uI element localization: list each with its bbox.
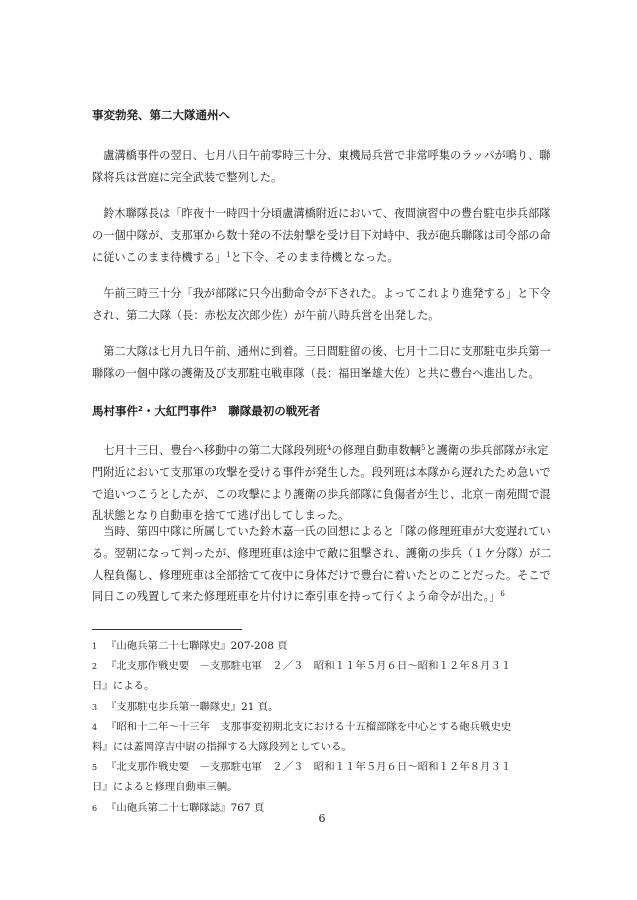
footnote-2 [92, 656, 552, 696]
footnote-line: 2 『北支那作戦史要 －支那駐屯軍 ２／３ 昭和１１年５月６日～昭和１２年８月３１ [92, 656, 552, 676]
footnotes [92, 636, 552, 818]
paragraph-line: 当時、第四中隊に所属していた鈴木嘉一氏の回想によると「隊の修理班車が大変遅れてい [103, 525, 551, 538]
paragraph-line: 午前三時三十分「我が部隊に只今出動命令が下された。よってこれより進発する」と下令 [103, 287, 551, 300]
footnote-line: 日』による。 [92, 680, 155, 693]
footnote-3 [92, 697, 552, 717]
footnote-line: 料』には蓋岡淳吉中尉の指揮する大隊段列としている。 [92, 740, 352, 753]
paragraph-line: 聯隊の一個中隊の護衛及び支那駐屯戦車隊（長：福田峯雄大佐）と共に豊台へ進出した。 [92, 366, 540, 380]
footnote-number: 5 [92, 763, 98, 773]
footnote-5 [92, 757, 552, 797]
paragraph-line: に従いこのまま待機する」$^1$と下令、そのまま待機となった。 [92, 250, 399, 264]
paragraph-line: る。翌朝になって判ったが、修理班車は途中で敵に狙撃され、護衛の歩兵（１ケ分隊）が二 [92, 546, 552, 560]
footnote-line: 4 『昭和十二年～十三年 支那事変初期北支における十五榴部隊を中心とする砲兵戦史史 [92, 717, 552, 737]
paragraph-line: され、第二大隊（長：赤松友次郎少佐）が午前八時兵営を出発した。 [92, 308, 440, 322]
footnote-ref-4[interactable]: 4 [326, 444, 332, 452]
footnote-ref-2[interactable]: 2 [138, 405, 143, 413]
footnote-ref-3[interactable]: 3 [211, 405, 217, 413]
footnote-1 [92, 636, 552, 656]
footnote-number: 4 [92, 722, 98, 732]
footnote-line: 3 『支那駐屯歩兵第一聯隊史』21 頁。 [92, 697, 552, 717]
footnote-number: 1 [92, 642, 98, 651]
footnote-line: 6 『山砲兵第二十七聯隊誌』767 頁 [92, 798, 552, 818]
paragraph-line: で追いつこうとしたが、この攻撃により護衛の歩兵部隊に負傷者が生じ、北京－南苑間で混 [92, 487, 551, 501]
paragraph-2 [92, 203, 552, 268]
paragraph-1 [92, 145, 552, 189]
paragraph-5 [92, 440, 552, 527]
footnote-line: 1 『山砲兵第二十七聯隊史』207-208 頁 [92, 636, 552, 656]
page-number: 6 [318, 812, 326, 825]
document-page [92, 0, 552, 900]
paragraph-line: 隊将兵は営庭に完全武装で整列した。 [92, 170, 283, 184]
paragraph-line: 乱状態となり自動車を捨てて逃げ出してしまった。 [92, 509, 350, 523]
footnote-number: 6 [92, 803, 98, 813]
footnote-number: 3 [92, 702, 98, 712]
paragraph-4 [92, 341, 552, 385]
paragraph-3 [92, 283, 552, 327]
footnote-ref-6[interactable]: 6 [500, 590, 505, 599]
paragraph-line: 鈴木聯隊長は「昨夜十一時四十分頃盧溝橋附近において、夜間演習中の豊台駐屯歩兵部隊 [103, 207, 551, 220]
paragraph-line: 門附近において支那軍の攻撃を受ける事件が発生した。段列班は本隊から遅れたため急いで [92, 465, 551, 479]
footnote-line: 日』によると修理自動車三輌。 [92, 781, 238, 794]
section-heading-1: 事変勃発、第二大隊通州へ [92, 108, 230, 122]
footnote-separator [92, 629, 242, 630]
footnote-4 [92, 717, 552, 757]
footnote-ref-5[interactable]: 5 [420, 444, 426, 452]
paragraph-line: 同日この残置して来た修理班車を片付けに牽引車を持って行くよう命令が出た。」$^6$ [92, 590, 505, 604]
footnote-number: 2 [92, 662, 98, 672]
paragraph-line: 盧溝橋事件の翌日、七月八日午前零時三十分、東機局兵営で非常呼集のラッパが鳴り、聯 [103, 149, 551, 162]
paragraph-line: の一個中隊が、支那軍から数十発の不法射撃を受け目下対峙中、我が砲兵聯隊は司令部の命 [92, 228, 551, 242]
paragraph-6 [92, 521, 552, 608]
paragraph-line: 第二大隊は七月九日午前、通州に到着。三日間駐留の後、七月十二日に支那駐屯歩兵第一 [103, 345, 551, 358]
footnote-line: 5 『北支那作戦史要 －支那駐屯軍 ２／３ 昭和１１年５月６日～昭和１２年８月３１ [92, 757, 552, 777]
paragraph-line: 七月十三日、豊台へ移動中の第二大隊段列班$^4$の修理自動車数輌$^5$と護衛の歩兵部隊が永定 [103, 444, 549, 457]
paragraph-line: 人程負傷し、修理班車は全部捨てて夜中に身体だけで豊台に着いたとのことだった。そこで [92, 568, 551, 582]
footnote-ref-1[interactable]: 1 [226, 250, 231, 259]
section-heading-2: 馬村事件$^2$・大紅門事件$^3$ 聯隊最初の戦死者 [92, 404, 321, 418]
